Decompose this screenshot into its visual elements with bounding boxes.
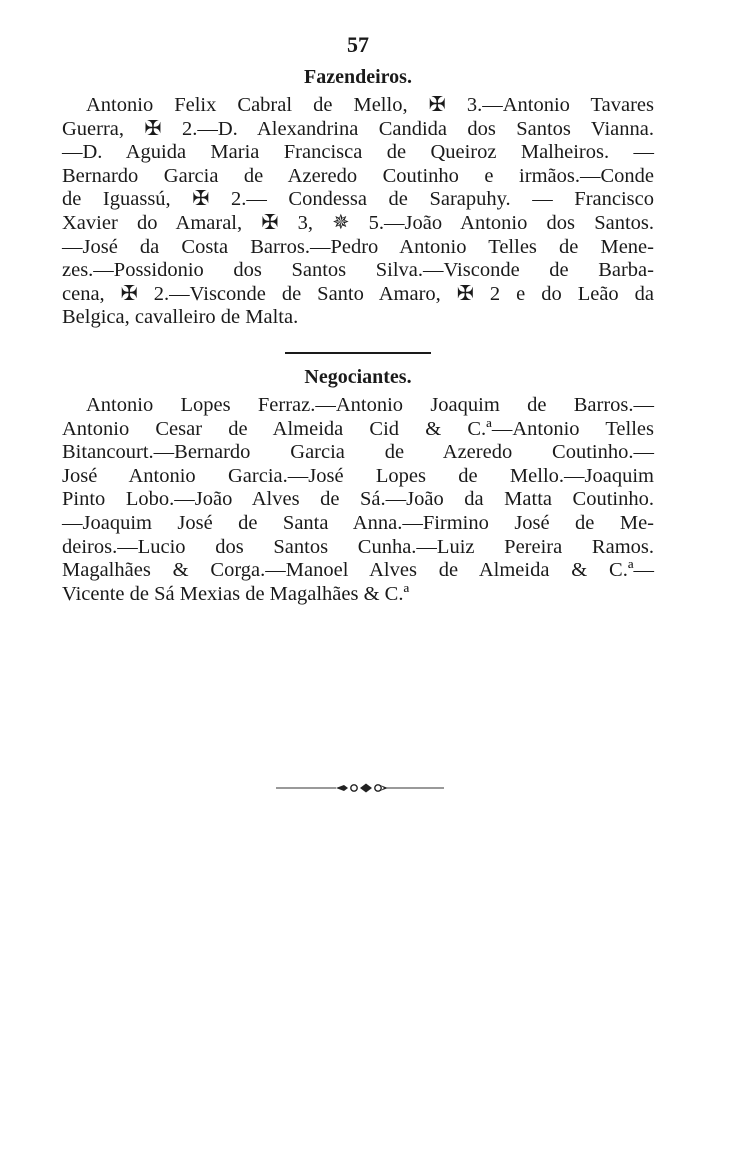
text-line: de Iguassú, ✠ 2.— Condessa de Sarapuhy. — Francisco [62,188,654,211]
section-title-negociantes: Negociantes. [304,365,412,388]
text-line: Belgica, cavalleiro de Malta. [62,306,299,329]
text-line: —D. Aguida Maria Francisca de Queiroz Malheiros. — [62,141,654,164]
section-divider [285,352,431,354]
section-body-fazendeiros [62,94,654,330]
page [62,30,654,606]
text-line: —José da Costa Barros.—Pedro Antonio Telles de Mene- [62,235,654,258]
text-line: José Antonio Garcia.—José Lopes de Mello.—Joaquim [62,464,654,487]
text-line: Magalhães & Corga.—Manoel Alves de Almeida & C.ª— [62,559,654,582]
ornament-divider [276,782,444,794]
text-line: Xavier do Amaral, ✠ 3, ✵ 5.—João Antonio dos Santos. [62,211,654,234]
text-line: Bernardo Garcia de Azeredo Coutinho e irmãos.—Conde [62,164,654,187]
text-line: zes.—Possidonio dos Santos Silva.—Visconde de Barba- [62,259,654,282]
text-line: Vicente de Sá Mexias de Magalhães & C.ª [62,582,410,605]
text-line: Bitancourt.—Bernardo Garcia de Azeredo Coutinho.— [62,441,654,464]
text-line: deiros.—Lucio dos Santos Cunha.—Luiz Pereira Ramos. [62,535,654,558]
text-line: Guerra, ✠ 2.—D. Alexandrina Candida dos Santos Vianna. [62,117,654,140]
section-body-negociantes [62,394,654,606]
text-line: Antonio Cesar de Almeida Cid & C.ª—Antonio Telles [62,417,654,440]
section-title-fazendeiros: Fazendeiros. [304,66,412,88]
text-line: —Joaquim José de Santa Anna.—Firmino José de Me- [62,511,654,534]
text-line: Antonio Felix Cabral de Mello, ✠ 3.—Antonio Tavares [86,94,654,116]
text-line: cena, ✠ 2.—Visconde de Santo Amaro, ✠ 2 e do Leão da [62,282,654,305]
page-number: 57 [347,32,369,57]
text-line: Pinto Lobo.—João Alves de Sá.—João da Matta Coutinho. [62,488,654,511]
text-line: Antonio Lopes Ferraz.—Antonio Joaquim de Barros.— [86,393,654,416]
